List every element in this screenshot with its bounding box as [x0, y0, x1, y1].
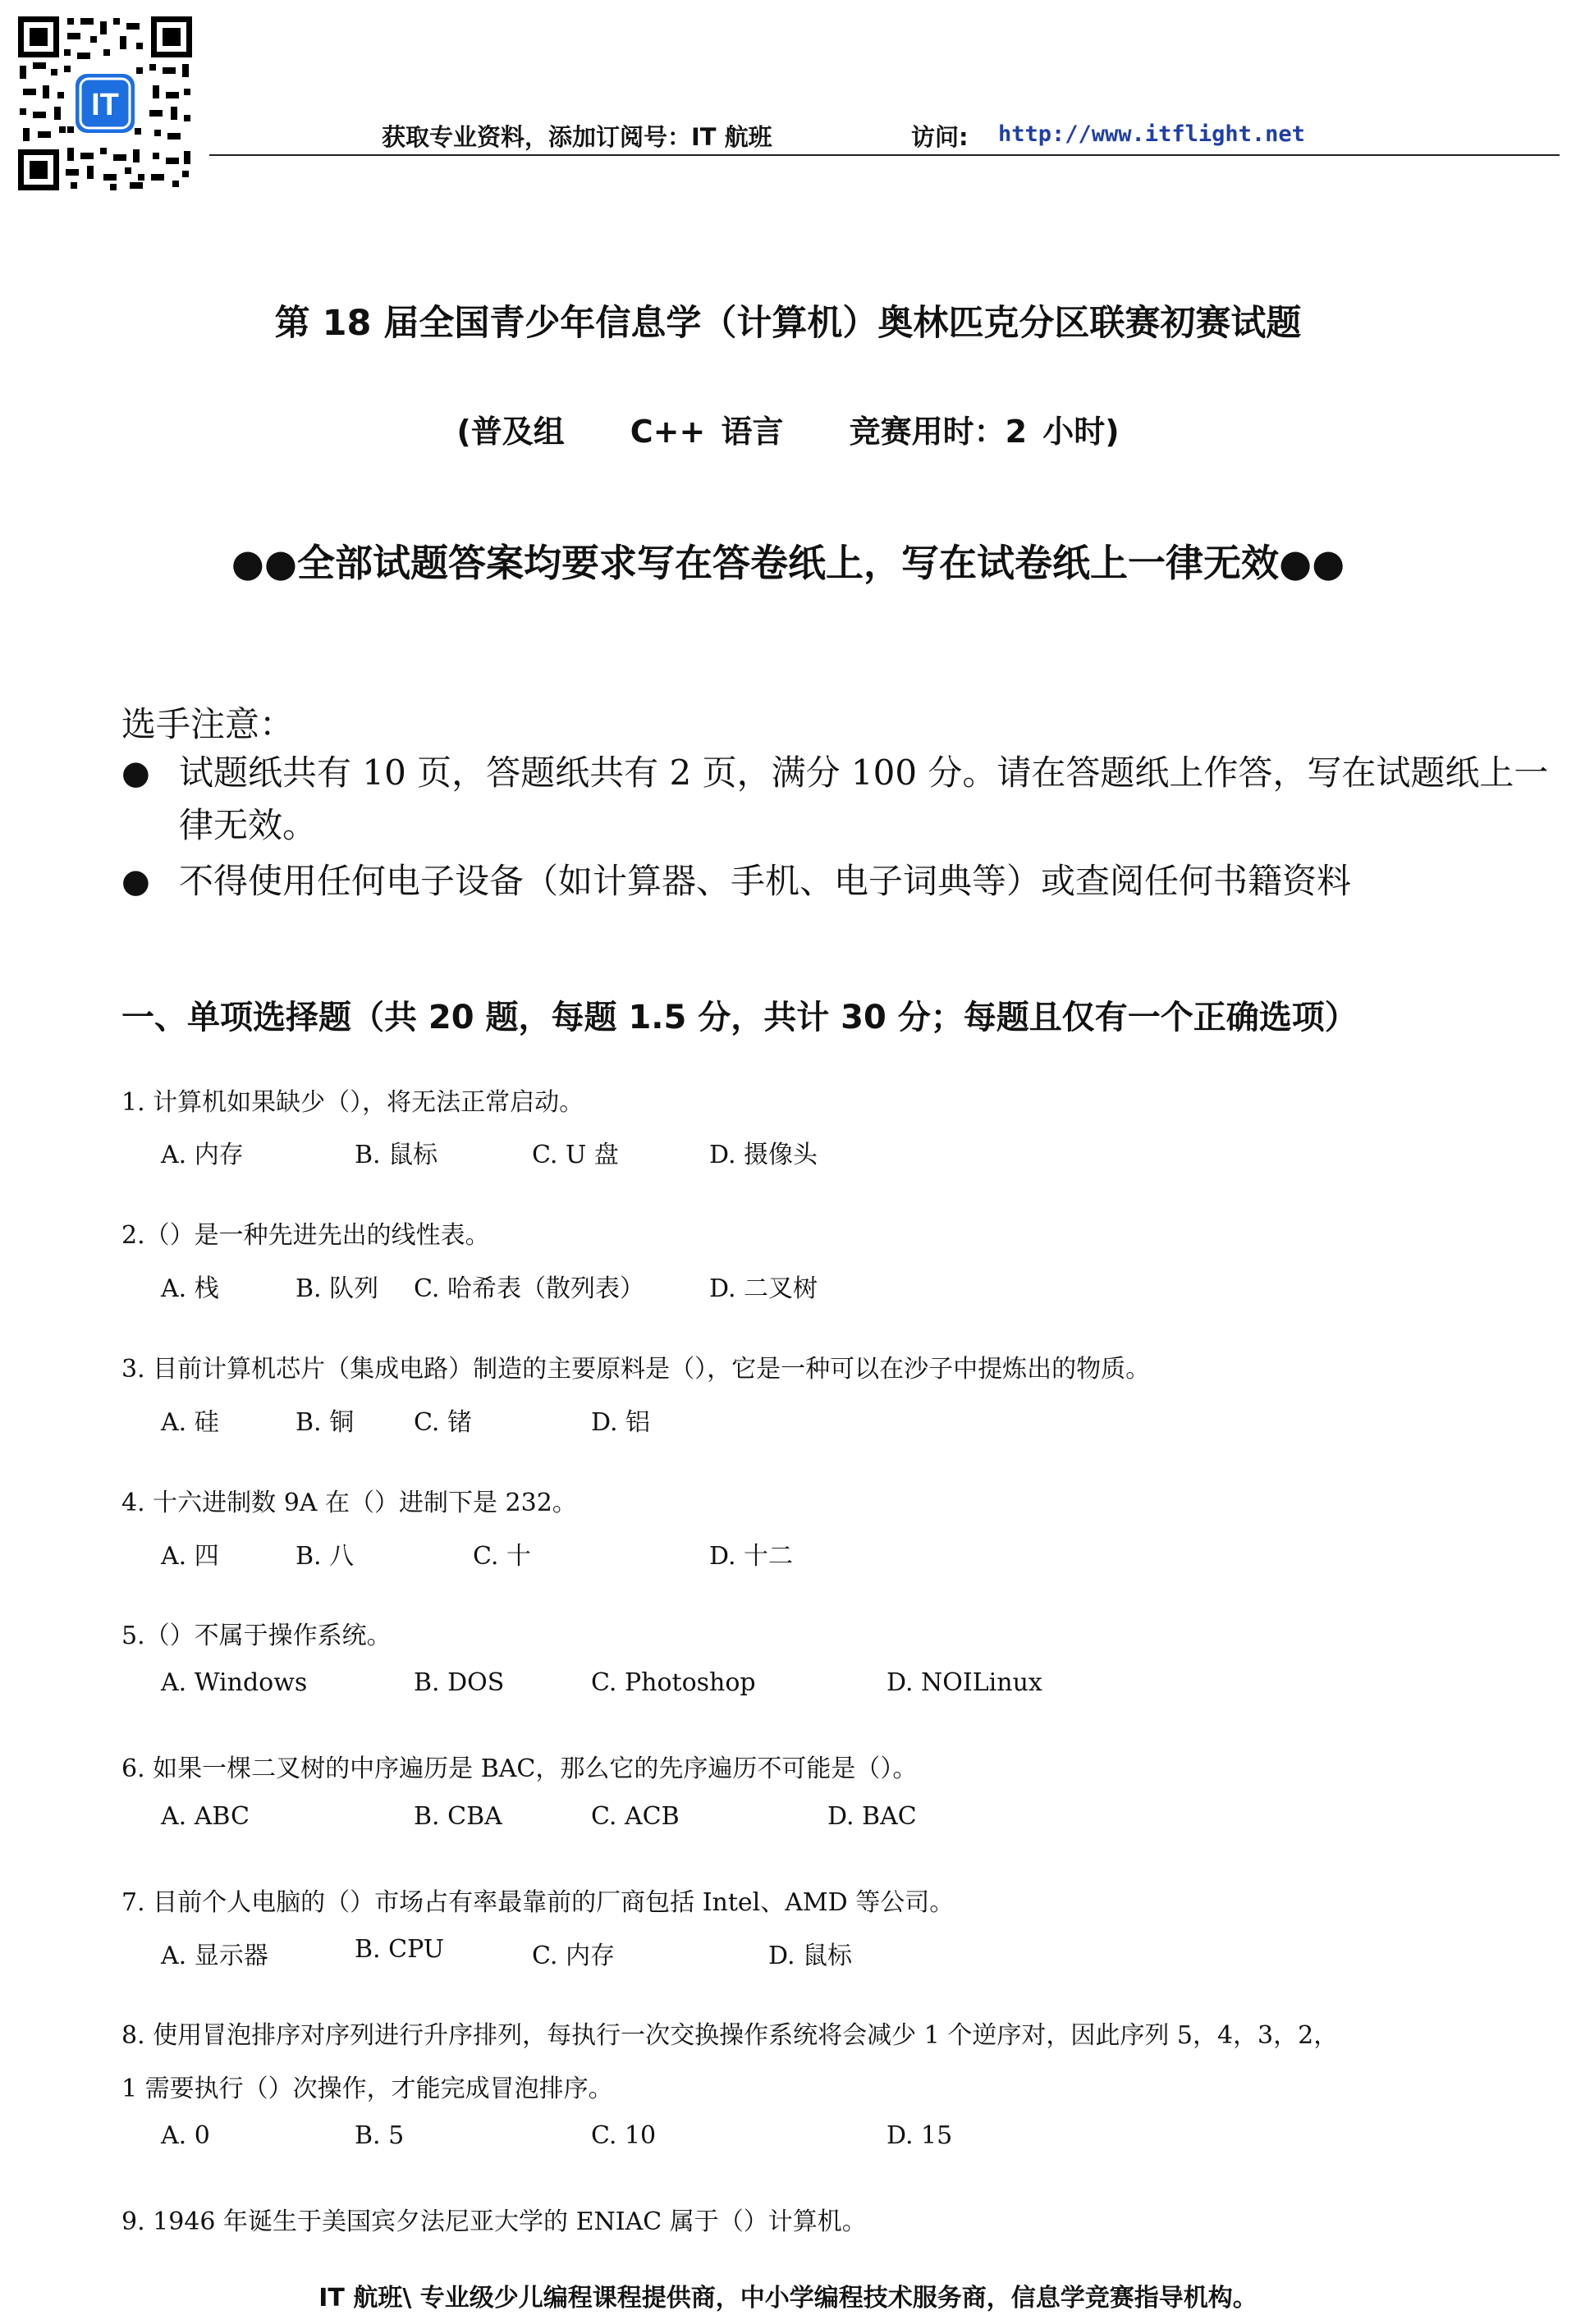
- qr-code: [15, 13, 195, 194]
- option-a: A. ABC: [161, 1802, 250, 1831]
- page-footer: IT 航班\ 专业级少儿编程课程提供商，中小学编程技术服务商，信息学竞赛指导机构。: [318, 2284, 1258, 2313]
- header-url-link[interactable]: http://www.itflight.net: [998, 121, 1305, 147]
- option-c: C. 十: [473, 1542, 531, 1571]
- option-b: B. CBA: [414, 1802, 502, 1831]
- option-d: D. 十二: [709, 1542, 794, 1571]
- option-b: B. CPU: [355, 1935, 445, 1964]
- option-b: B. 队列: [296, 1274, 379, 1303]
- option-b: B. 鼠标: [355, 1141, 438, 1169]
- subtitle-group: (普及组: [456, 414, 565, 450]
- option-a: A. 栈: [161, 1274, 219, 1303]
- option-d: D. 铝: [591, 1408, 651, 1437]
- bullet-icon: ●: [121, 862, 150, 900]
- option-a: A. 0: [161, 2121, 210, 2150]
- notes-heading: 选手注意：: [121, 704, 295, 744]
- qr-logo-text: IT: [91, 88, 119, 122]
- option-d: D. NOILinux: [886, 1668, 1042, 1697]
- header-visit-label: 访问:: [911, 123, 969, 151]
- option-c: C. 哈希表（散列表）: [414, 1274, 644, 1303]
- option-c: C. U 盘: [532, 1141, 619, 1169]
- option-c: C. Photoshop: [591, 1668, 756, 1697]
- question-text: 5.（）不属于操作系统。: [121, 1622, 392, 1650]
- question-text: 4. 十六进制数 9A 在（）进制下是 232。: [121, 1489, 577, 1517]
- answer-sheet-warning: ●●全部试题答案均要求写在答卷纸上，写在试卷纸上一律无效●●: [231, 541, 1345, 585]
- question-text: 1. 计算机如果缺少（），将无法正常启动。: [121, 1088, 584, 1117]
- question-text-continued: 1 需要执行（）次操作，才能完成冒泡排序。: [121, 2075, 613, 2103]
- question-text: 2.（）是一种先进先出的线性表。: [121, 1221, 490, 1250]
- option-a: A. 四: [161, 1542, 219, 1571]
- question-text: 9. 1946 年诞生于美国宾夕法尼亚大学的 ENIAC 属于（）计算机。: [121, 2207, 867, 2236]
- option-c: C. 内存: [532, 1942, 615, 1970]
- option-c: C. 10: [591, 2121, 657, 2150]
- option-d: D. BAC: [827, 1802, 917, 1831]
- note-text: 不得使用任何电子设备（如计算器、手机、电子词典等）或查阅任何书籍资料: [179, 861, 1352, 901]
- option-c: C. 锗: [414, 1408, 472, 1437]
- question-text: 8. 使用冒泡排序对序列进行升序排列，每执行一次交换操作系统将会减少 1 个逆序对，因此序列 5，4，3，2，: [121, 2021, 1339, 2050]
- header-subscribe-text: 获取专业资料，添加订阅号：IT 航班: [382, 123, 772, 151]
- option-a: A. 显示器: [161, 1942, 268, 1970]
- option-d: D. 鼠标: [768, 1942, 853, 1970]
- section-heading: 一、单项选择题（共 20 题，每题 1.5 分，共计 30 分；每题且仅有一个正确选项）: [121, 999, 1358, 1036]
- option-b: B. 5: [355, 2121, 405, 2150]
- qr-code-graphic: [15, 13, 195, 194]
- subtitle-time: 竞赛用时：2 小时): [849, 414, 1120, 450]
- option-d: D. 15: [886, 2121, 953, 2150]
- option-d: D. 二叉树: [709, 1274, 818, 1303]
- option-b: B. 铜: [296, 1408, 355, 1437]
- option-a: A. 硅: [161, 1408, 219, 1437]
- question-text: 3. 目前计算机芯片（集成电路）制造的主要原料是（），它是一种可以在沙子中提炼出的物质。: [121, 1355, 1151, 1384]
- header-divider: [209, 154, 1560, 156]
- option-a: A. 内存: [161, 1141, 244, 1169]
- question-text: 6. 如果一棵二叉树的中序遍历是 BAC，那么它的先序遍历不可能是（）。: [121, 1754, 918, 1783]
- option-b: B. DOS: [414, 1668, 505, 1697]
- page-subtitle: [0, 406, 1576, 451]
- question-text: 7. 目前个人电脑的（）市场占有率最靠前的厂商包括 Intel、AMD 等公司。: [121, 1888, 955, 1917]
- bullet-icon: ●: [121, 754, 150, 792]
- option-d: D. 摄像头: [709, 1141, 818, 1169]
- option-a: A. Windows: [161, 1668, 308, 1697]
- subtitle-language: C++ 语言: [630, 414, 784, 450]
- page-title: 第 18 届全国青少年信息学（计算机）奥林匹克分区联赛初赛试题: [274, 303, 1302, 344]
- option-b: B. 八: [296, 1542, 355, 1571]
- option-c: C. ACB: [591, 1802, 680, 1831]
- note-text: 试题纸共有 10 页，答题纸共有 2 页，满分 100 分。请在答题纸上作答，写在试题纸上一律无效。: [179, 753, 1549, 845]
